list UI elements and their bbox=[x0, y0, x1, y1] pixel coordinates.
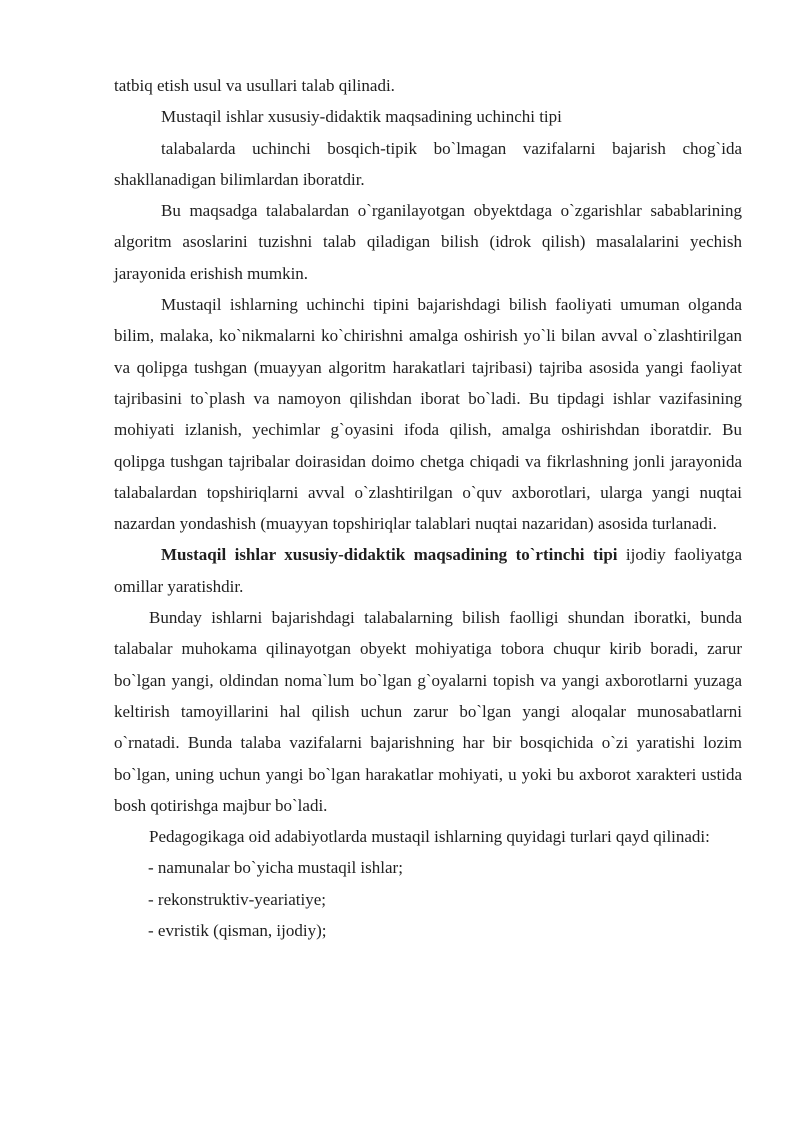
paragraph-literature-types: Pedagogikaga oid adabiyotlarda mustaqil ishlarning quyidagi turlari qayd qilinadi: bbox=[149, 827, 710, 847]
paragraph-third-type-description: talabalarda uchinchi bosqich-tipik bo`lmagan vazifalarni bajarish chog`ida shakllanadigan bilimlardan iboratdir. bbox=[114, 138, 742, 189]
fourth-type-rest: ijodiy faoliyatga omillar yaratishdir. bbox=[114, 545, 742, 596]
paragraph-cognitive-activity: Bunday ishlarni bajarishdagi talabalarning bilish faolligi shundan iboratki, bunda talabalar muhokama qilinayotgan obyekt mohiyatiga tobora chuqur kirib boradi, zarur bo`lgan yangi, oldindan noma`lum bo`lgan g`oyalarni topish va yangi axborotlarni yuzaga keltirish tamoyillarini hal qilish uchun zarur bo`lgan yangi aloqalar munosabatlarni o`rnatadi. Bunda talaba vazifalarni bajarishning har bir bosqichida o`zi yaratishi lozim bo`lgan, uning uchun yangi bo`lgan harakatlar mohiyati, u yoki bu axborot xarakteri ustida bosh qotirishga majbur bo`ladi. bbox=[114, 608, 742, 815]
fourth-type-bold-heading: Mustaqil ishlar xususiy-didaktik maqsadining to`rtinchi tipi bbox=[161, 545, 618, 565]
document-page bbox=[114, 70, 742, 946]
list-item: - namunalar bo`yicha mustaqil ishlar; bbox=[148, 858, 403, 878]
list-item: - evristik (qisman, ijodiy); bbox=[148, 921, 327, 941]
paragraph-goal-achievement: Bu maqsadga talabalardan o`rganilayotgan obyektdaga o`zgarishlar sabablarining algoritm asoslarini tuzishni talab qiladigan bilish (idrok qilish) masalalarini yechish jarayonida erishish mumkin. bbox=[114, 201, 742, 283]
paragraph-third-type-activity: Mustaqil ishlarning uchinchi tipini bajarishdagi bilish faoliyati umuman olganda bilim, malaka, ko`nikmalarni ko`chirishni amalga oshirish yo`li bilan avval o`zlashtirilgan va qolipga tushgan (muayyan algoritm harakatlari tajribasi) tajriba asosida yangi faoliyat tajribasini to`plash va namoyon qilishdan iborat bo`ladi. Bu tipdagi ishlar vazifasining mohiyati izlanish, yechimlar g`oyasini ifoda qilish, amalga oshirishdan iboratdir. Bu qolipga tushgan tajribalar doirasidan doimo chetga chiqadi va fikrlashning jonli jarayonida talabalardan topshiriqlarni avval o`zlashtirilgan o`quv axborotlari, ularga yangi nuqtai nazardan yondashish (muayyan topshiriqlar talablari nuqtai nazaridan) asosida turlanadi. bbox=[114, 295, 742, 534]
paragraph-third-type-heading: Mustaqil ishlar xususiy-didaktik maqsadining uchinchi tipi bbox=[161, 107, 562, 127]
paragraph-continuation: tatbiq etish usul va usullari talab qilinadi. bbox=[114, 76, 395, 95]
list-item: - rekonstruktiv-yeariatiye; bbox=[148, 889, 326, 909]
paragraph-fourth-type bbox=[114, 539, 742, 602]
